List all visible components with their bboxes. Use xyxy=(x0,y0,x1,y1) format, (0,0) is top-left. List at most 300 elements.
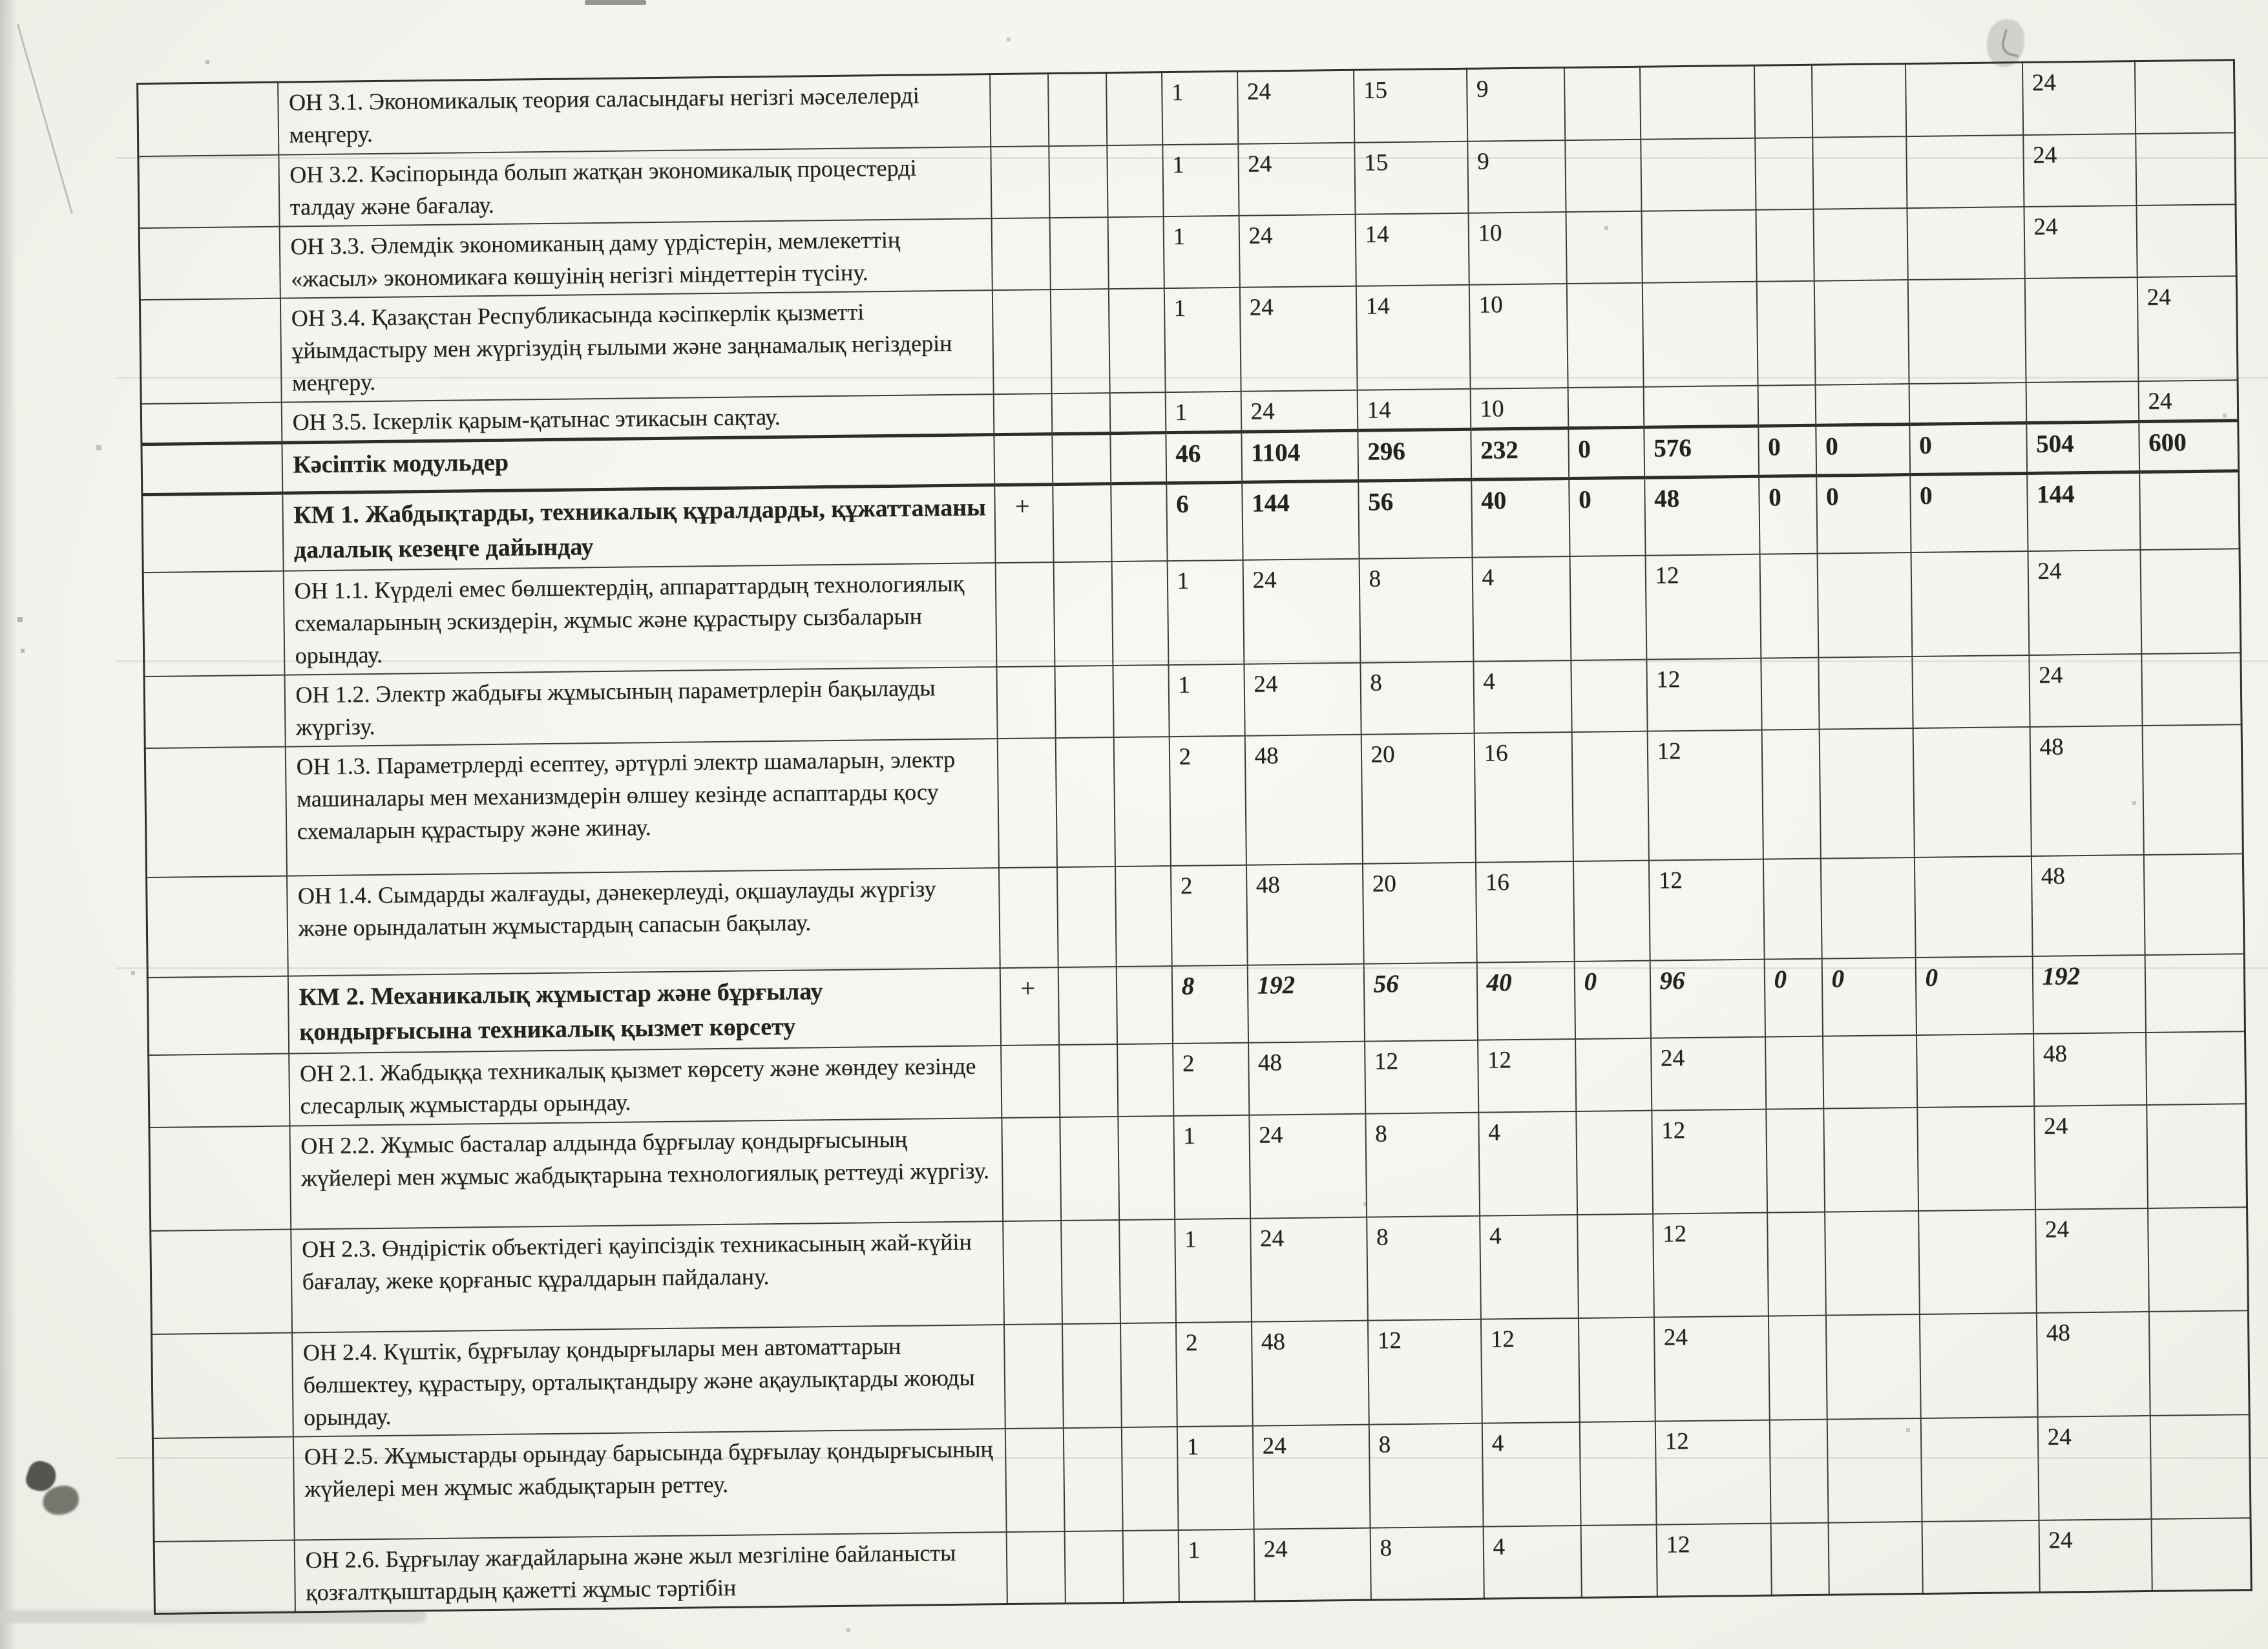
module-plus-cell xyxy=(1003,1221,1062,1325)
value-cell: 24 xyxy=(1249,1113,1367,1218)
value-cell: 0 xyxy=(1822,958,1916,1036)
value-cell: 8 xyxy=(1359,557,1473,662)
value-cell: 16 xyxy=(1475,861,1574,963)
value-cell: 24 xyxy=(2137,276,2238,381)
value-cell xyxy=(2147,1104,2247,1208)
value-cell: 24 xyxy=(2035,1208,2149,1312)
value-cell: 4 xyxy=(1473,660,1571,733)
value-cell xyxy=(1756,280,1815,385)
row-margin-cell xyxy=(149,1126,291,1230)
module-plus-cell xyxy=(1005,1428,1064,1532)
outcome-label-cell: Кәсіптік модульдер xyxy=(282,434,994,492)
value-cell xyxy=(1907,278,2026,384)
module-plus-cell xyxy=(1001,1045,1060,1118)
empty-cell xyxy=(1106,72,1162,145)
module-plus-cell xyxy=(990,74,1049,147)
value-cell: 144 xyxy=(2027,472,2140,551)
pencil-mark xyxy=(1999,29,2024,58)
empty-cell xyxy=(1108,216,1164,289)
value-cell: 12 xyxy=(1480,1318,1579,1423)
row-margin-cell xyxy=(154,1540,295,1613)
value-cell: 8 xyxy=(1171,965,1248,1043)
value-cell: 48 xyxy=(1246,863,1363,965)
scan-top-dash-artifact xyxy=(585,0,646,5)
value-cell: 24 xyxy=(2022,61,2135,135)
value-cell: 6 xyxy=(1166,482,1243,561)
value-cell xyxy=(2140,549,2241,654)
value-cell xyxy=(1812,136,1907,209)
value-cell: 1 xyxy=(1178,1529,1254,1602)
row-margin-cell xyxy=(138,82,278,156)
module-plus-cell xyxy=(996,666,1055,739)
value-cell: 24 xyxy=(2138,380,2238,421)
value-cell: 0 xyxy=(1569,478,1645,556)
value-cell: 0 xyxy=(1909,423,2027,474)
outcome-label-cell: ОН 1.2. Электр жабдығы жұмысының параметрлерін бақылауды жүргізу. xyxy=(284,667,997,746)
empty-cell xyxy=(1122,1530,1179,1603)
row-margin-cell xyxy=(142,493,283,572)
empty-cell xyxy=(1120,1323,1177,1427)
value-cell: 2 xyxy=(1169,735,1246,865)
module-plus-cell xyxy=(997,738,1056,868)
value-cell: 8 xyxy=(1367,1215,1481,1320)
value-cell: 4 xyxy=(1478,1111,1577,1215)
outcome-label-cell: ОН 2.1. Жабдыққа техникалық қызмет көрсету және жөндеу кезінде слесарлық жұмыстарды орындау. xyxy=(289,1045,1002,1126)
value-cell xyxy=(1766,1108,1825,1212)
value-cell: 144 xyxy=(1242,481,1359,560)
outcome-label-cell: ОН 3.5. Іскерлік қарым-қатынас этикасын сақтау. xyxy=(281,394,994,443)
value-cell: 24 xyxy=(1252,1424,1370,1529)
value-cell xyxy=(1761,657,1819,730)
value-cell xyxy=(1763,858,1822,959)
value-cell xyxy=(2136,204,2236,277)
value-cell: 296 xyxy=(1358,429,1471,481)
outcome-label-cell: ОН 2.4. Күштік, бұрғылау қондырғылары мен автоматтарын бөлшектеу, құрастыру, орталықтандыру және ақаулықтарды жоюды орындау. xyxy=(292,1325,1005,1436)
pencil-smudge xyxy=(1987,19,2024,67)
value-cell: 24 xyxy=(1237,70,1354,143)
outcome-label-cell: ОН 1.4. Сымдарды жалғауды, дәнекерлеуді, оқшаулауды жүргізу және орындалатын жұмыстардың сапасын бақылау. xyxy=(287,868,1000,976)
table-sheet xyxy=(136,59,2251,1615)
module-plus-cell xyxy=(991,146,1049,218)
value-cell xyxy=(1819,728,1914,859)
row-margin-cell xyxy=(138,154,279,227)
value-cell xyxy=(2141,653,2242,726)
value-cell: 0 xyxy=(1759,476,1817,554)
value-cell xyxy=(1916,1033,2033,1107)
value-cell xyxy=(1815,384,1909,425)
value-cell: 48 xyxy=(1251,1320,1369,1425)
value-cell: 4 xyxy=(1472,556,1571,662)
row-margin-cell xyxy=(144,675,285,748)
empty-cell xyxy=(1113,737,1170,867)
empty-cell xyxy=(1062,1323,1121,1428)
value-cell xyxy=(1769,1419,1828,1523)
value-cell xyxy=(1759,553,1818,658)
value-cell xyxy=(1580,1524,1657,1597)
value-cell: 8 xyxy=(1365,1112,1480,1217)
value-cell xyxy=(1827,1418,1922,1522)
outcome-label-cell: ОН 1.3. Параметрлерді есептеу, әртүрлі электр шамаларын, электр машиналары мен механизмдерін өлшеу кезінде аспаптарды қосу схемаларын құрастыру және жинау. xyxy=(285,739,998,876)
value-cell: 48 xyxy=(1644,476,1759,556)
outcome-label-cell: ОН 3.3. Әлемдік экономиканың даму үрдістерін, мемлекеттің «жасыл» экономикаға көшуінің негізгі міндеттерін түсіну. xyxy=(279,218,992,298)
value-cell xyxy=(1755,137,1813,209)
value-cell: 12 xyxy=(1656,1523,1771,1597)
outcome-label-cell: ОН 3.1. Экономикалық теория саласындағы негізгі мәселелерді меңгеру. xyxy=(278,74,991,154)
value-cell: 0 xyxy=(1568,427,1644,478)
value-cell: 9 xyxy=(1467,140,1566,213)
value-cell: 4 xyxy=(1483,1525,1581,1599)
row-margin-cell xyxy=(149,1053,289,1127)
value-cell: 24 xyxy=(2023,134,2136,207)
empty-cell xyxy=(1109,392,1166,433)
empty-cell xyxy=(1064,1530,1123,1603)
row-margin-cell xyxy=(139,226,280,299)
value-cell: 24 xyxy=(1651,1036,1766,1110)
value-cell xyxy=(1566,211,1642,283)
value-cell: 40 xyxy=(1471,478,1570,557)
module-plus-cell xyxy=(1006,1531,1065,1604)
value-cell: 0 xyxy=(1816,474,1911,553)
value-cell: 10 xyxy=(1468,212,1566,285)
value-cell: 12 xyxy=(1646,658,1761,731)
value-cell: 8 xyxy=(1360,661,1474,734)
value-cell xyxy=(1820,857,1915,959)
module-plus-cell: + xyxy=(994,484,1053,563)
value-cell: 1 xyxy=(1162,143,1239,216)
value-cell xyxy=(1754,65,1812,138)
empty-cell xyxy=(1107,145,1163,217)
value-cell: 56 xyxy=(1363,962,1477,1041)
outcome-label-cell: ОН 1.1. Күрделі емес бөлшектердің, аппараттардың технологиялық схемаларының эскиздерін, жұмыс және құрастыру сызбаларын орындау. xyxy=(283,563,996,675)
module-plus-cell xyxy=(998,867,1058,968)
empty-cell xyxy=(1055,666,1113,738)
outcome-label-cell: ОН 2.5. Жұмыстарды орындау барысында бұрғылау қондырғысының жүйелері мен жұмыс жабдықтарын реттеу. xyxy=(293,1429,1006,1540)
value-cell: 0 xyxy=(1816,424,1910,476)
value-cell xyxy=(1578,1317,1655,1422)
value-cell: 12 xyxy=(1647,730,1763,860)
value-cell: 20 xyxy=(1361,733,1475,863)
value-cell: 14 xyxy=(1355,213,1469,286)
page-corner-fold-line xyxy=(17,24,73,214)
value-cell xyxy=(2136,132,2236,205)
value-cell: 48 xyxy=(2030,726,2143,856)
value-cell: 96 xyxy=(1650,959,1765,1038)
empty-cell xyxy=(1111,561,1168,666)
row-margin-cell xyxy=(140,298,281,403)
value-cell: 10 xyxy=(1469,284,1568,389)
value-cell: 0 xyxy=(1915,956,2033,1035)
module-plus-cell xyxy=(993,394,1052,435)
value-cell xyxy=(1828,1521,1922,1595)
value-cell xyxy=(1823,1035,1917,1109)
value-cell xyxy=(1571,659,1647,731)
module-plus-cell xyxy=(994,434,1053,485)
value-cell xyxy=(1825,1210,1920,1315)
value-cell: 15 xyxy=(1354,141,1468,214)
ink-blob-artifact xyxy=(23,1458,59,1495)
value-cell: 0 xyxy=(1574,960,1650,1038)
value-cell: 24 xyxy=(2029,654,2142,727)
value-cell: 14 xyxy=(1356,284,1470,390)
empty-cell xyxy=(1063,1427,1122,1531)
value-cell xyxy=(2139,470,2240,549)
empty-cell xyxy=(1108,288,1165,393)
value-cell xyxy=(1917,1106,2035,1210)
value-cell: 8 xyxy=(1369,1423,1483,1528)
outcome-label-cell: КМ 2. Механикалық жұмыстар және бұрғылау қондырғысына техникалық қызмет көрсету xyxy=(288,968,1000,1053)
value-cell: 24 xyxy=(1254,1528,1370,1601)
value-cell xyxy=(1566,282,1643,387)
value-cell: 20 xyxy=(1362,862,1476,963)
value-cell: 12 xyxy=(1478,1038,1576,1112)
empty-cell xyxy=(1058,967,1117,1045)
value-cell: 24 xyxy=(2028,550,2141,655)
value-cell xyxy=(1906,135,2024,208)
value-cell: 2 xyxy=(1175,1321,1252,1426)
value-cell: 12 xyxy=(1645,554,1761,659)
value-cell: 600 xyxy=(2139,420,2239,472)
value-cell: 0 xyxy=(1758,425,1816,476)
empty-cell xyxy=(1056,867,1116,967)
value-cell xyxy=(1575,1038,1652,1111)
value-cell: 1 xyxy=(1162,71,1238,144)
value-cell: 1 xyxy=(1165,391,1241,432)
value-cell: 12 xyxy=(1365,1040,1478,1113)
empty-cell xyxy=(1113,665,1169,737)
empty-cell xyxy=(1121,1427,1178,1531)
value-cell xyxy=(1577,1213,1654,1318)
value-cell: 24 xyxy=(1250,1217,1368,1321)
curriculum-table-body xyxy=(138,60,2252,1614)
ink-blob-artifact xyxy=(41,1483,81,1517)
value-cell xyxy=(1765,1036,1823,1109)
curriculum-table xyxy=(136,59,2252,1615)
value-cell xyxy=(2143,854,2244,955)
value-cell xyxy=(2151,1518,2251,1591)
value-cell xyxy=(2026,381,2139,423)
module-plus-cell xyxy=(992,289,1051,394)
value-cell xyxy=(1818,656,1913,730)
empty-cell xyxy=(1052,433,1111,484)
value-cell: 24 xyxy=(1654,1316,1769,1421)
row-margin-cell xyxy=(147,976,288,1055)
value-cell xyxy=(1912,655,2030,728)
value-cell: 10 xyxy=(1470,388,1568,429)
value-cell: 12 xyxy=(1648,859,1764,960)
value-cell xyxy=(1823,1107,1918,1212)
value-cell: 24 xyxy=(2024,205,2137,278)
value-cell: 14 xyxy=(1357,388,1471,430)
value-cell xyxy=(1571,731,1648,861)
module-plus-cell: + xyxy=(1000,967,1058,1045)
value-cell xyxy=(1813,208,1907,281)
outcome-label-cell: ОН 2.3. Өндірістік объектідегі қауіпсіздік техникасының жай-күйін бағалау, жеке қорғаныс құралдарын пайдалану. xyxy=(291,1221,1004,1332)
value-cell xyxy=(1639,65,1754,139)
value-cell xyxy=(1770,1522,1829,1595)
value-cell: 1 xyxy=(1164,287,1241,392)
value-cell xyxy=(1579,1421,1656,1525)
value-cell xyxy=(1811,64,1906,138)
value-cell xyxy=(1565,139,1641,211)
value-cell: 24 xyxy=(1239,286,1357,391)
value-cell: 48 xyxy=(1244,734,1362,865)
value-cell xyxy=(1758,384,1816,426)
row-margin-cell xyxy=(152,1436,294,1541)
value-cell: 1 xyxy=(1173,1115,1250,1219)
value-cell xyxy=(1568,386,1644,428)
module-plus-cell xyxy=(995,562,1055,667)
value-cell: 12 xyxy=(1653,1212,1769,1317)
value-cell xyxy=(1641,138,1756,211)
empty-cell xyxy=(1049,217,1108,289)
module-plus-cell xyxy=(1002,1117,1061,1221)
value-cell: 12 xyxy=(1655,1420,1770,1524)
value-cell: 46 xyxy=(1166,432,1242,483)
value-cell xyxy=(1641,209,1756,282)
outcome-label-cell: ОН 2.6. Бұрғылау жағдайларына және жыл мезгіліне байланысты қозғалтқыштардың қажетті жұмыс тәртібін xyxy=(294,1532,1007,1612)
value-cell: 24 xyxy=(2034,1104,2148,1209)
value-cell: 2 xyxy=(1170,865,1247,965)
row-margin-cell xyxy=(141,402,282,444)
value-cell: 8 xyxy=(1370,1526,1484,1600)
value-cell xyxy=(1922,1520,2039,1593)
empty-cell xyxy=(1053,483,1111,562)
value-cell: 24 xyxy=(2039,1518,2152,1592)
outcome-label-cell: ОН 3.2. Кәсіпорында болып жатқан экономикалық процестерді талдау және бағалау. xyxy=(278,147,991,226)
value-cell xyxy=(1905,63,2022,136)
row-margin-cell xyxy=(143,571,284,676)
value-cell: 504 xyxy=(2026,421,2139,473)
value-cell: 24 xyxy=(1243,558,1360,664)
row-margin-cell xyxy=(152,1332,293,1438)
empty-cell xyxy=(1061,1220,1120,1324)
value-cell: 1 xyxy=(1168,664,1244,736)
value-cell: 192 xyxy=(1247,963,1364,1042)
value-cell: 24 xyxy=(1241,390,1358,432)
row-margin-cell xyxy=(145,746,286,877)
value-cell: 2 xyxy=(1173,1042,1249,1115)
empty-cell xyxy=(1115,866,1171,967)
empty-cell xyxy=(1050,289,1109,394)
table-row xyxy=(145,724,2243,877)
row-margin-cell xyxy=(147,876,288,977)
value-cell: 1 xyxy=(1175,1218,1252,1322)
value-cell xyxy=(1761,729,1820,859)
empty-cell xyxy=(1048,73,1107,146)
empty-cell xyxy=(1053,562,1113,666)
outcome-label-cell: КМ 1. Жабдықтарды, техникалық құралдарды, құжаттаманы далалық кезеңге дайындау xyxy=(282,485,995,571)
value-cell xyxy=(1768,1315,1827,1420)
value-cell xyxy=(2145,954,2245,1033)
value-cell: 12 xyxy=(1652,1109,1767,1213)
value-cell: 12 xyxy=(1367,1319,1482,1424)
value-cell: 0 xyxy=(1764,958,1822,1036)
value-cell: 48 xyxy=(2033,1032,2146,1106)
value-cell: 56 xyxy=(1358,479,1472,558)
row-margin-cell xyxy=(142,443,282,494)
outcome-label-cell: ОН 2.2. Жұмыс басталар алдында бұрғылау қондырғысының жүйелері мен жұмыс жабдықтарына технологиялық реттеуді жүргізу. xyxy=(289,1118,1003,1229)
value-cell: 24 xyxy=(1238,142,1355,215)
value-cell: 0 xyxy=(1910,473,2028,552)
value-cell: 16 xyxy=(1474,732,1573,863)
value-cell: 1 xyxy=(1177,1425,1254,1529)
empty-cell xyxy=(1051,393,1110,434)
value-cell: 1 xyxy=(1163,215,1239,288)
value-cell xyxy=(2024,277,2138,383)
empty-cell xyxy=(1060,1117,1119,1221)
value-cell: 192 xyxy=(2032,954,2145,1033)
value-cell: 4 xyxy=(1480,1214,1579,1319)
value-cell: 48 xyxy=(1248,1041,1365,1115)
value-cell xyxy=(2148,1207,2249,1312)
module-plus-cell xyxy=(991,218,1050,290)
value-cell: 24 xyxy=(1244,662,1361,735)
value-cell xyxy=(1642,281,1758,386)
value-cell xyxy=(1817,552,1912,658)
value-cell: 9 xyxy=(1466,68,1564,142)
dust-specks xyxy=(0,0,1,1)
empty-cell xyxy=(1111,483,1167,561)
value-cell: 40 xyxy=(1476,961,1575,1040)
value-cell: 1 xyxy=(1167,560,1244,664)
value-cell: 15 xyxy=(1353,68,1467,142)
value-cell xyxy=(1576,1110,1653,1214)
empty-cell xyxy=(1055,737,1115,867)
scanner-edge-band xyxy=(0,0,17,1649)
empty-cell xyxy=(1049,145,1108,218)
module-plus-cell xyxy=(1003,1324,1063,1429)
value-cell xyxy=(1914,856,2032,957)
value-cell xyxy=(1825,1314,1920,1419)
value-cell xyxy=(1909,383,2026,425)
value-cell xyxy=(2145,1031,2245,1105)
value-cell xyxy=(1643,385,1758,427)
value-cell xyxy=(1570,555,1646,660)
value-cell: 24 xyxy=(2037,1415,2151,1520)
outcome-label-cell: ОН 3.4. Қазақстан Республикасында кәсіпкерлік қызметті ұйымдастыру мен жүргізудің ғылыми және заңнамалық негіздерін меңгеру. xyxy=(280,290,993,402)
empty-cell xyxy=(1110,432,1166,483)
value-cell xyxy=(2142,724,2243,855)
value-cell xyxy=(1913,726,2031,857)
value-cell xyxy=(1911,551,2029,656)
value-cell: 24 xyxy=(1239,214,1356,287)
empty-cell xyxy=(1116,966,1172,1044)
empty-cell xyxy=(1119,1219,1176,1323)
value-cell: 1104 xyxy=(1241,430,1358,482)
value-cell: 4 xyxy=(1482,1422,1580,1526)
value-cell xyxy=(2134,60,2234,134)
row-margin-cell xyxy=(151,1229,292,1334)
empty-cell xyxy=(1118,1116,1175,1220)
value-cell xyxy=(2150,1414,2251,1519)
value-cell xyxy=(1767,1212,1826,1316)
value-cell: 48 xyxy=(2036,1311,2150,1416)
value-cell xyxy=(1756,209,1814,281)
value-cell xyxy=(2148,1310,2249,1416)
value-cell: 232 xyxy=(1471,428,1569,479)
empty-cell xyxy=(1059,1044,1118,1117)
value-cell xyxy=(1573,860,1650,961)
value-cell xyxy=(1814,280,1909,385)
value-cell xyxy=(1907,207,2024,280)
value-cell: 576 xyxy=(1644,426,1759,478)
value-cell xyxy=(1920,1416,2039,1521)
value-cell xyxy=(1564,67,1640,140)
value-cell: 48 xyxy=(2031,854,2145,956)
value-cell xyxy=(1918,1209,2037,1314)
value-cell xyxy=(1919,1312,2037,1418)
empty-cell xyxy=(1117,1044,1173,1117)
